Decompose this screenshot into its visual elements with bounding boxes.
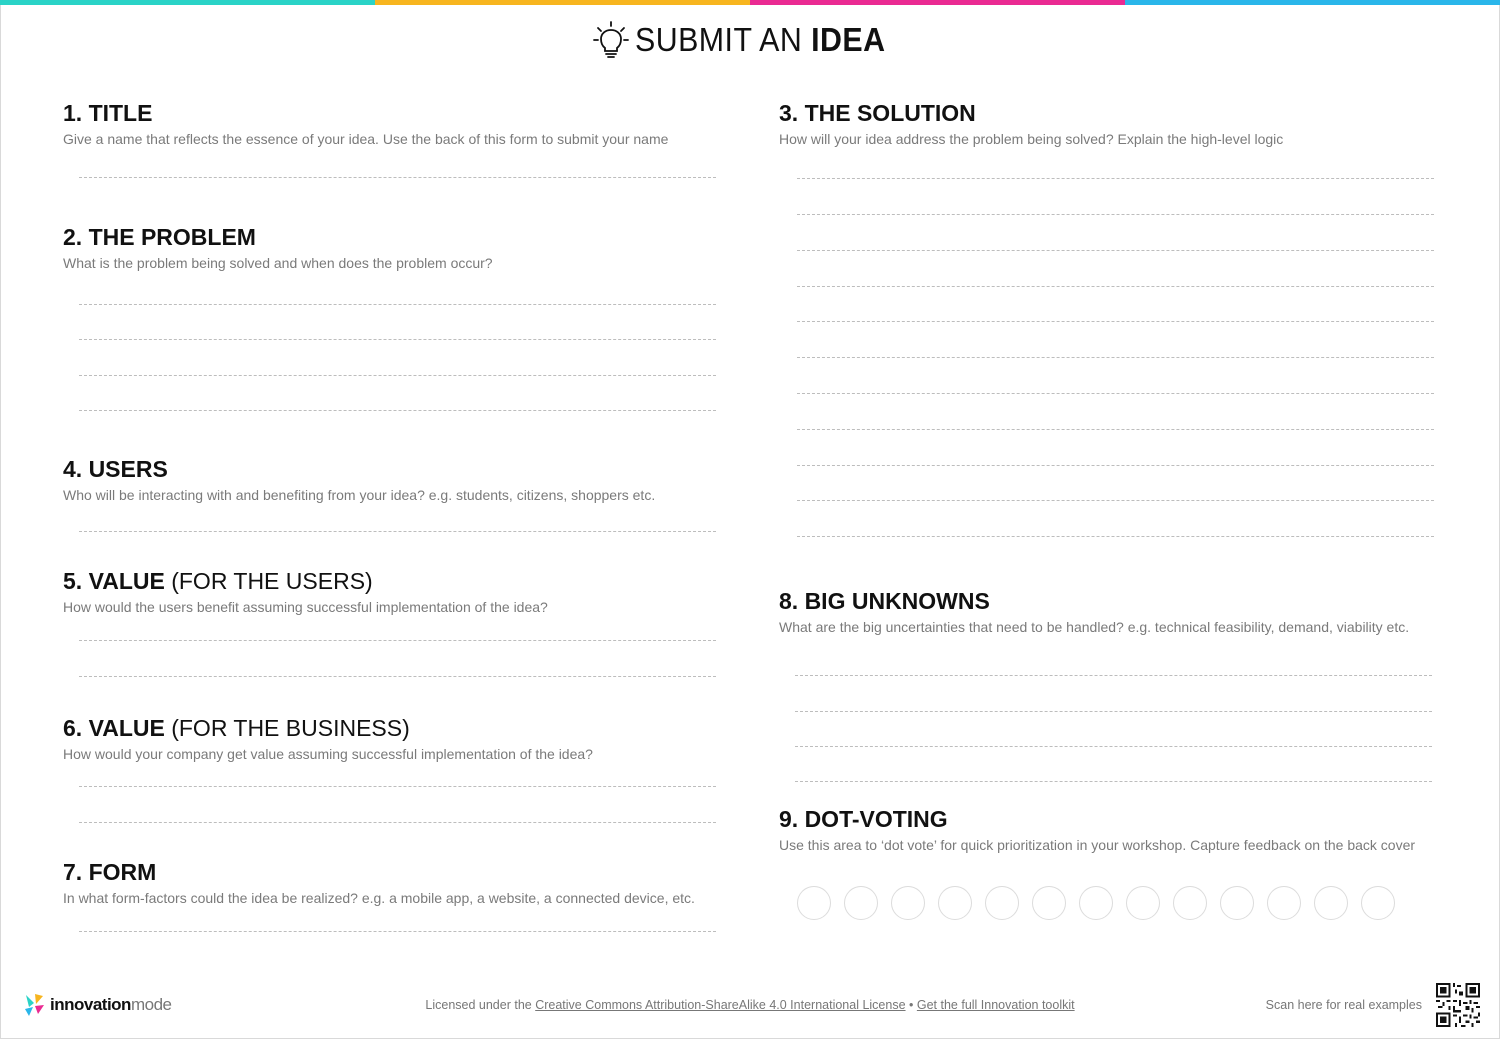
unknowns-answer-line[interactable] — [795, 781, 1432, 782]
section-value-users — [63, 568, 548, 616]
solution-answer-line[interactable] — [797, 286, 1434, 287]
section-description: Use this area to ‘dot vote’ for quick prioritization in your workshop. Capture feedback on the back cover — [779, 837, 1416, 853]
section-description: How would the users benefit assuming successful implementation of the idea? — [63, 599, 548, 615]
section-heading: 4. USERS — [63, 456, 168, 482]
vote-dot[interactable] — [1267, 886, 1301, 920]
problem-answer-line[interactable] — [79, 375, 716, 376]
title-answer-line[interactable] — [79, 177, 716, 178]
section-users — [63, 456, 655, 504]
logo-text-bold: innovation — [50, 995, 131, 1014]
vote-dot[interactable] — [1220, 886, 1254, 920]
license-link[interactable]: Creative Commons Attribution-ShareAlike 4.0 International License — [535, 998, 906, 1012]
section-heading-suffix: (FOR THE USERS) — [164, 568, 373, 594]
color-bar — [0, 0, 1500, 5]
problem-answer-line[interactable] — [79, 304, 716, 305]
title-bold-text: IDEA — [810, 21, 886, 58]
section-heading: 1. TITLE — [63, 100, 153, 126]
section-heading: 2. THE PROBLEM — [63, 224, 256, 250]
users-answer-line[interactable] — [79, 531, 716, 532]
section-heading-row — [63, 715, 593, 741]
solution-answer-line[interactable] — [797, 321, 1434, 322]
unknowns-answer-line[interactable] — [795, 675, 1432, 676]
solution-answer-line[interactable] — [797, 465, 1434, 466]
lightbulb-icon — [593, 20, 629, 60]
vote-dot[interactable] — [1032, 886, 1066, 920]
solution-answer-line[interactable] — [797, 178, 1434, 179]
vote-dot[interactable] — [1314, 886, 1348, 920]
section-heading: 7. FORM — [63, 859, 157, 885]
section-heading: 8. BIG UNKNOWNS — [779, 588, 990, 614]
title-light-text: SUBMIT AN — [634, 21, 811, 58]
section-description: What is the problem being solved and when does the problem occur? — [63, 255, 493, 271]
section-value-business — [63, 715, 593, 763]
section-heading-suffix: (FOR THE BUSINESS) — [164, 715, 410, 741]
section-form — [63, 859, 695, 907]
section-solution — [779, 100, 1283, 148]
section-description: In what form-factors could the idea be realized? e.g. a mobile app, a website, a connected device, etc. — [63, 890, 695, 906]
form-answer-line[interactable] — [79, 931, 716, 932]
value-business-answer-line[interactable] — [79, 786, 716, 787]
section-heading-row — [63, 568, 548, 594]
section-dot-voting — [779, 806, 1415, 854]
vote-dot[interactable] — [985, 886, 1019, 920]
section-title — [63, 100, 668, 148]
unknowns-answer-line[interactable] — [795, 746, 1432, 747]
solution-answer-line[interactable] — [797, 214, 1434, 215]
page-title — [635, 21, 885, 59]
section-description: How would your company get value assuming successful implementation of the idea? — [63, 746, 593, 762]
vote-dot[interactable] — [844, 886, 878, 920]
value-business-answer-line[interactable] — [79, 822, 716, 823]
solution-answer-line[interactable] — [797, 393, 1434, 394]
vote-dot[interactable] — [797, 886, 831, 920]
section-big-unknowns — [779, 588, 1409, 636]
page-header — [0, 20, 1500, 60]
color-bar-blue — [1125, 0, 1500, 5]
value-users-answer-line[interactable] — [79, 640, 716, 641]
solution-answer-line[interactable] — [797, 250, 1434, 251]
color-bar-magenta — [750, 0, 1125, 5]
section-heading: 3. THE SOLUTION — [779, 100, 976, 126]
solution-answer-line[interactable] — [797, 429, 1434, 430]
vote-dot[interactable] — [1079, 886, 1113, 920]
vote-dot[interactable] — [891, 886, 925, 920]
qr-code-icon[interactable] — [1436, 983, 1480, 1027]
unknowns-answer-line[interactable] — [795, 711, 1432, 712]
color-bar-orange — [375, 0, 750, 5]
section-description: How will your idea address the problem being solved? Explain the high-level logic — [779, 131, 1284, 147]
logo-text-light: mode — [130, 995, 172, 1014]
section-heading: 5. VALUE — [63, 568, 165, 594]
color-bar-cyan — [0, 0, 375, 5]
solution-answer-line[interactable] — [797, 357, 1434, 358]
dot-voting-circles — [797, 886, 1395, 920]
section-heading: 6. VALUE — [63, 715, 165, 741]
section-heading: 9. DOT-VOTING — [779, 806, 948, 832]
section-description: What are the big uncertainties that need to be handled? e.g. technical feasibility, demand, viability etc. — [779, 619, 1410, 635]
problem-answer-line[interactable] — [79, 410, 716, 411]
section-description: Who will be interacting with and benefiting from your idea? e.g. students, citizens, shoppers etc. — [63, 487, 656, 503]
separator: • — [905, 998, 917, 1012]
toolkit-link[interactable]: Get the full Innovation toolkit — [916, 998, 1075, 1012]
vote-dot[interactable] — [1126, 886, 1160, 920]
solution-answer-line[interactable] — [797, 536, 1434, 537]
vote-dot[interactable] — [1361, 886, 1395, 920]
vote-dot[interactable] — [938, 886, 972, 920]
solution-answer-line[interactable] — [797, 500, 1434, 501]
problem-answer-line[interactable] — [79, 339, 716, 340]
vote-dot[interactable] — [1173, 886, 1207, 920]
license-prefix: Licensed under the — [425, 998, 536, 1012]
value-users-answer-line[interactable] — [79, 676, 716, 677]
scan-text: Scan here for real examples — [1265, 998, 1422, 1012]
section-problem — [63, 224, 493, 272]
section-description: Give a name that reflects the essence of your idea. Use the back of this form to submit your name — [63, 131, 669, 147]
